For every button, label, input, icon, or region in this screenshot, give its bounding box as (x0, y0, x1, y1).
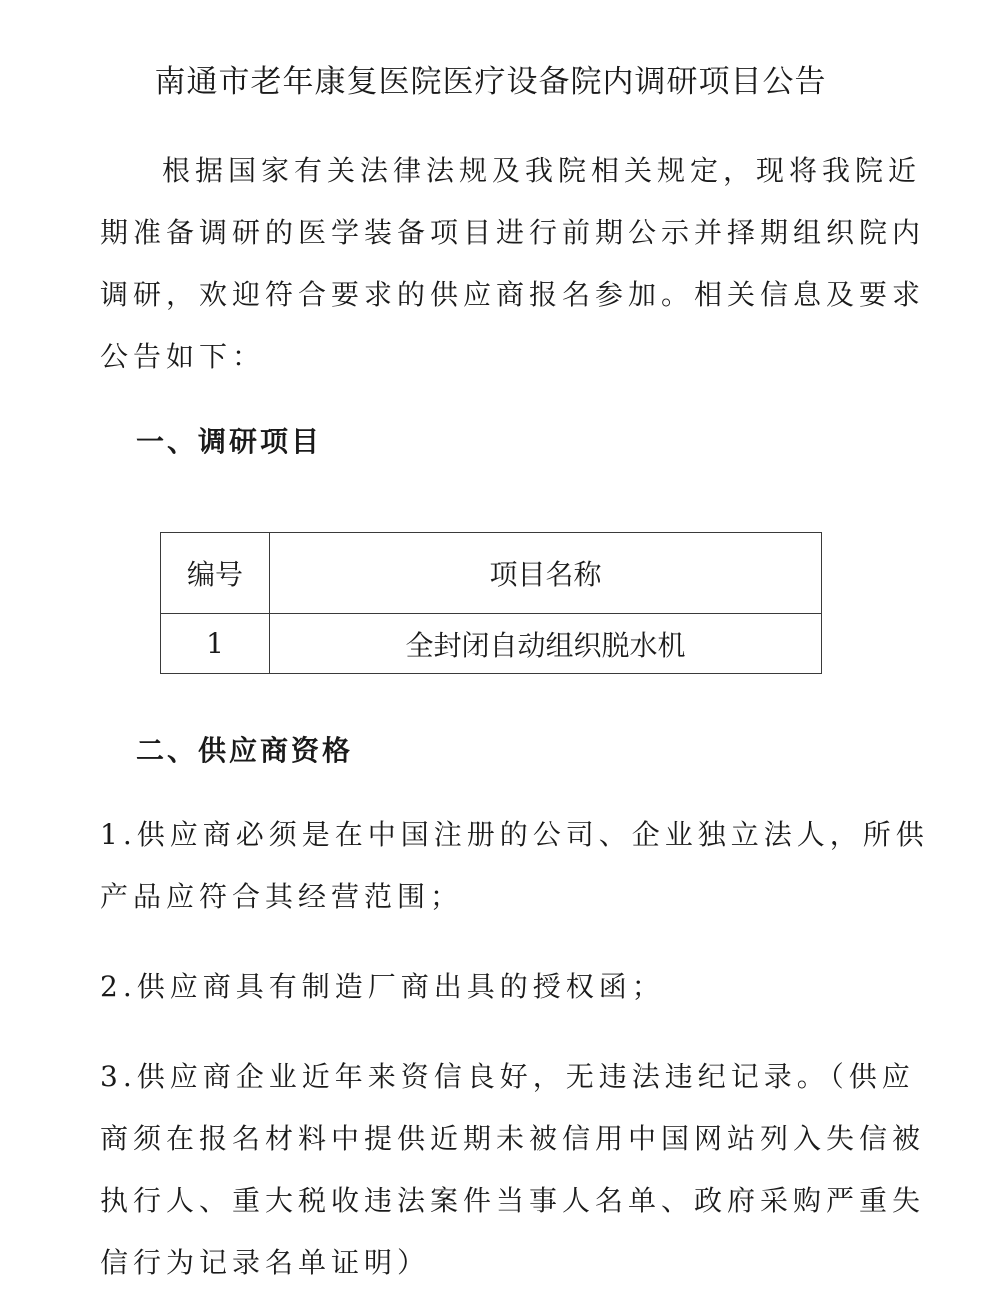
table-header-number: 编号 (161, 533, 270, 614)
intro-line: 期准备调研的医学装备项目进行前期公示并择期组织院内 (100, 216, 926, 249)
table-cell-number: 1 (161, 614, 270, 674)
table-cell-item-name: 全封闭自动组织脱水机 (270, 614, 822, 674)
qualification-item-1 (100, 804, 929, 928)
table-header-item-name: 项目名称 (270, 533, 822, 614)
qualification-line: 商须在报名材料中提供近期未被信用中国网站列入失信被 (100, 1122, 926, 1155)
qualification-line: 信行为记录名单证明） (100, 1246, 431, 1279)
table-header-row (161, 533, 822, 614)
survey-items-table (160, 532, 822, 674)
qualification-item-2 (100, 956, 890, 1018)
qualification-line: 执行人、重大税收违法案件当事人名单、政府采购严重失 (100, 1184, 926, 1217)
qualification-line: 3.供应商企业近年来资信良好，无违法违纪记录。（供应 (100, 1060, 915, 1093)
qualification-line: 2.供应商具有制造厂商出具的授权函； (100, 970, 665, 1003)
section-heading-survey-items: 一、调研项目 (136, 425, 323, 458)
qualification-item-3 (100, 1046, 926, 1294)
intro-line: 调研，欢迎符合要求的供应商报名参加。相关信息及要求 (100, 278, 926, 311)
qualification-line: 产品应符合其经营范围； (100, 880, 464, 913)
intro-line: 公告如下： (100, 340, 266, 373)
intro-paragraph (100, 140, 926, 388)
page-title: 南通市老年康复医院医疗设备院内调研项目公告 (154, 64, 827, 100)
table-row (161, 614, 822, 674)
section-heading-supplier-qualifications: 二、供应商资格 (136, 734, 354, 767)
intro-line: 根据国家有关法律法规及我院相关规定，现将我院近 (162, 154, 922, 187)
qualification-line: 1.供应商必须是在中国注册的公司、企业独立法人，所供 (100, 818, 929, 851)
